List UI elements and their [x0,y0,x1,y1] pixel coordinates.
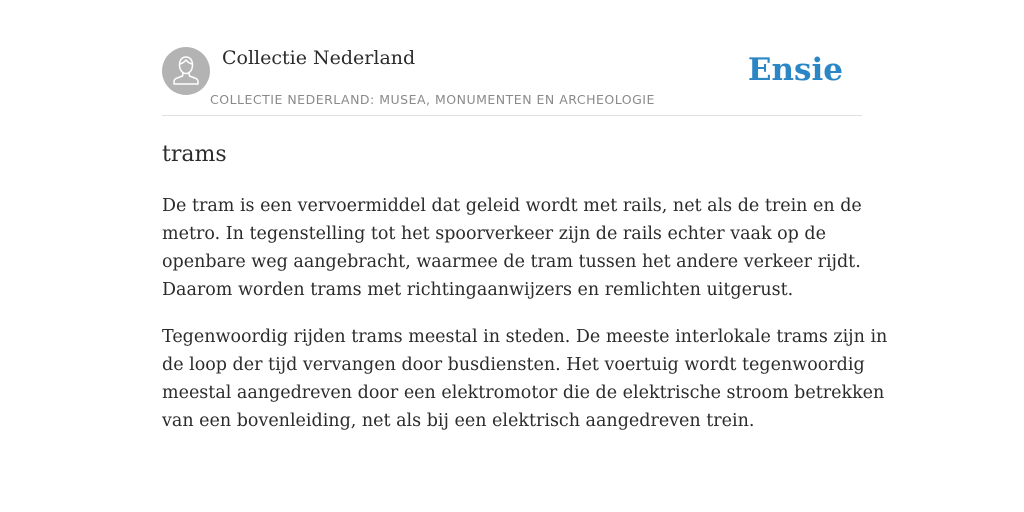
author-name[interactable]: Collectie Nederland [222,47,416,69]
article-paragraph-1 [162,192,862,304]
paragraph-line: Daarom worden trams met richtingaanwijzers en remlichten uitgerust. [162,280,794,300]
header-divider [162,115,862,116]
paragraph-line: de loop der tijd vervangen door busdiensten. Het voertuig wordt tegenwoordig [162,355,865,375]
user-silhouette-icon [162,47,210,95]
author-avatar[interactable] [162,47,210,95]
page-title: trams [162,142,227,167]
paragraph-line: Tegenwoordig rijden trams meestal in steden. De meeste interlokale trams zijn in [162,327,888,347]
paragraph-line: meestal aangedreven door een elektromotor die de elektrische stroom betrekken [162,383,885,403]
collection-label[interactable]: COLLECTIE NEDERLAND: MUSEA, MONUMENTEN EN ARCHEOLOGIE [210,92,655,107]
paragraph-line: openbare weg aangebracht, waarmee de tram tussen het andere verkeer rijdt. [162,252,861,272]
paragraph-line: metro. In tegenstelling tot het spoorverkeer zijn de rails echter vaak op de [162,224,826,244]
ensie-logo[interactable]: Ensie [747,52,843,88]
paragraph-line: De tram is een vervoermiddel dat geleid wordt met rails, net als de trein en de [162,196,862,216]
definition-card [162,0,888,512]
article-paragraph-2 [162,323,888,435]
paragraph-line: van een bovenleiding, net als bij een elektrisch aangedreven trein. [162,411,755,431]
